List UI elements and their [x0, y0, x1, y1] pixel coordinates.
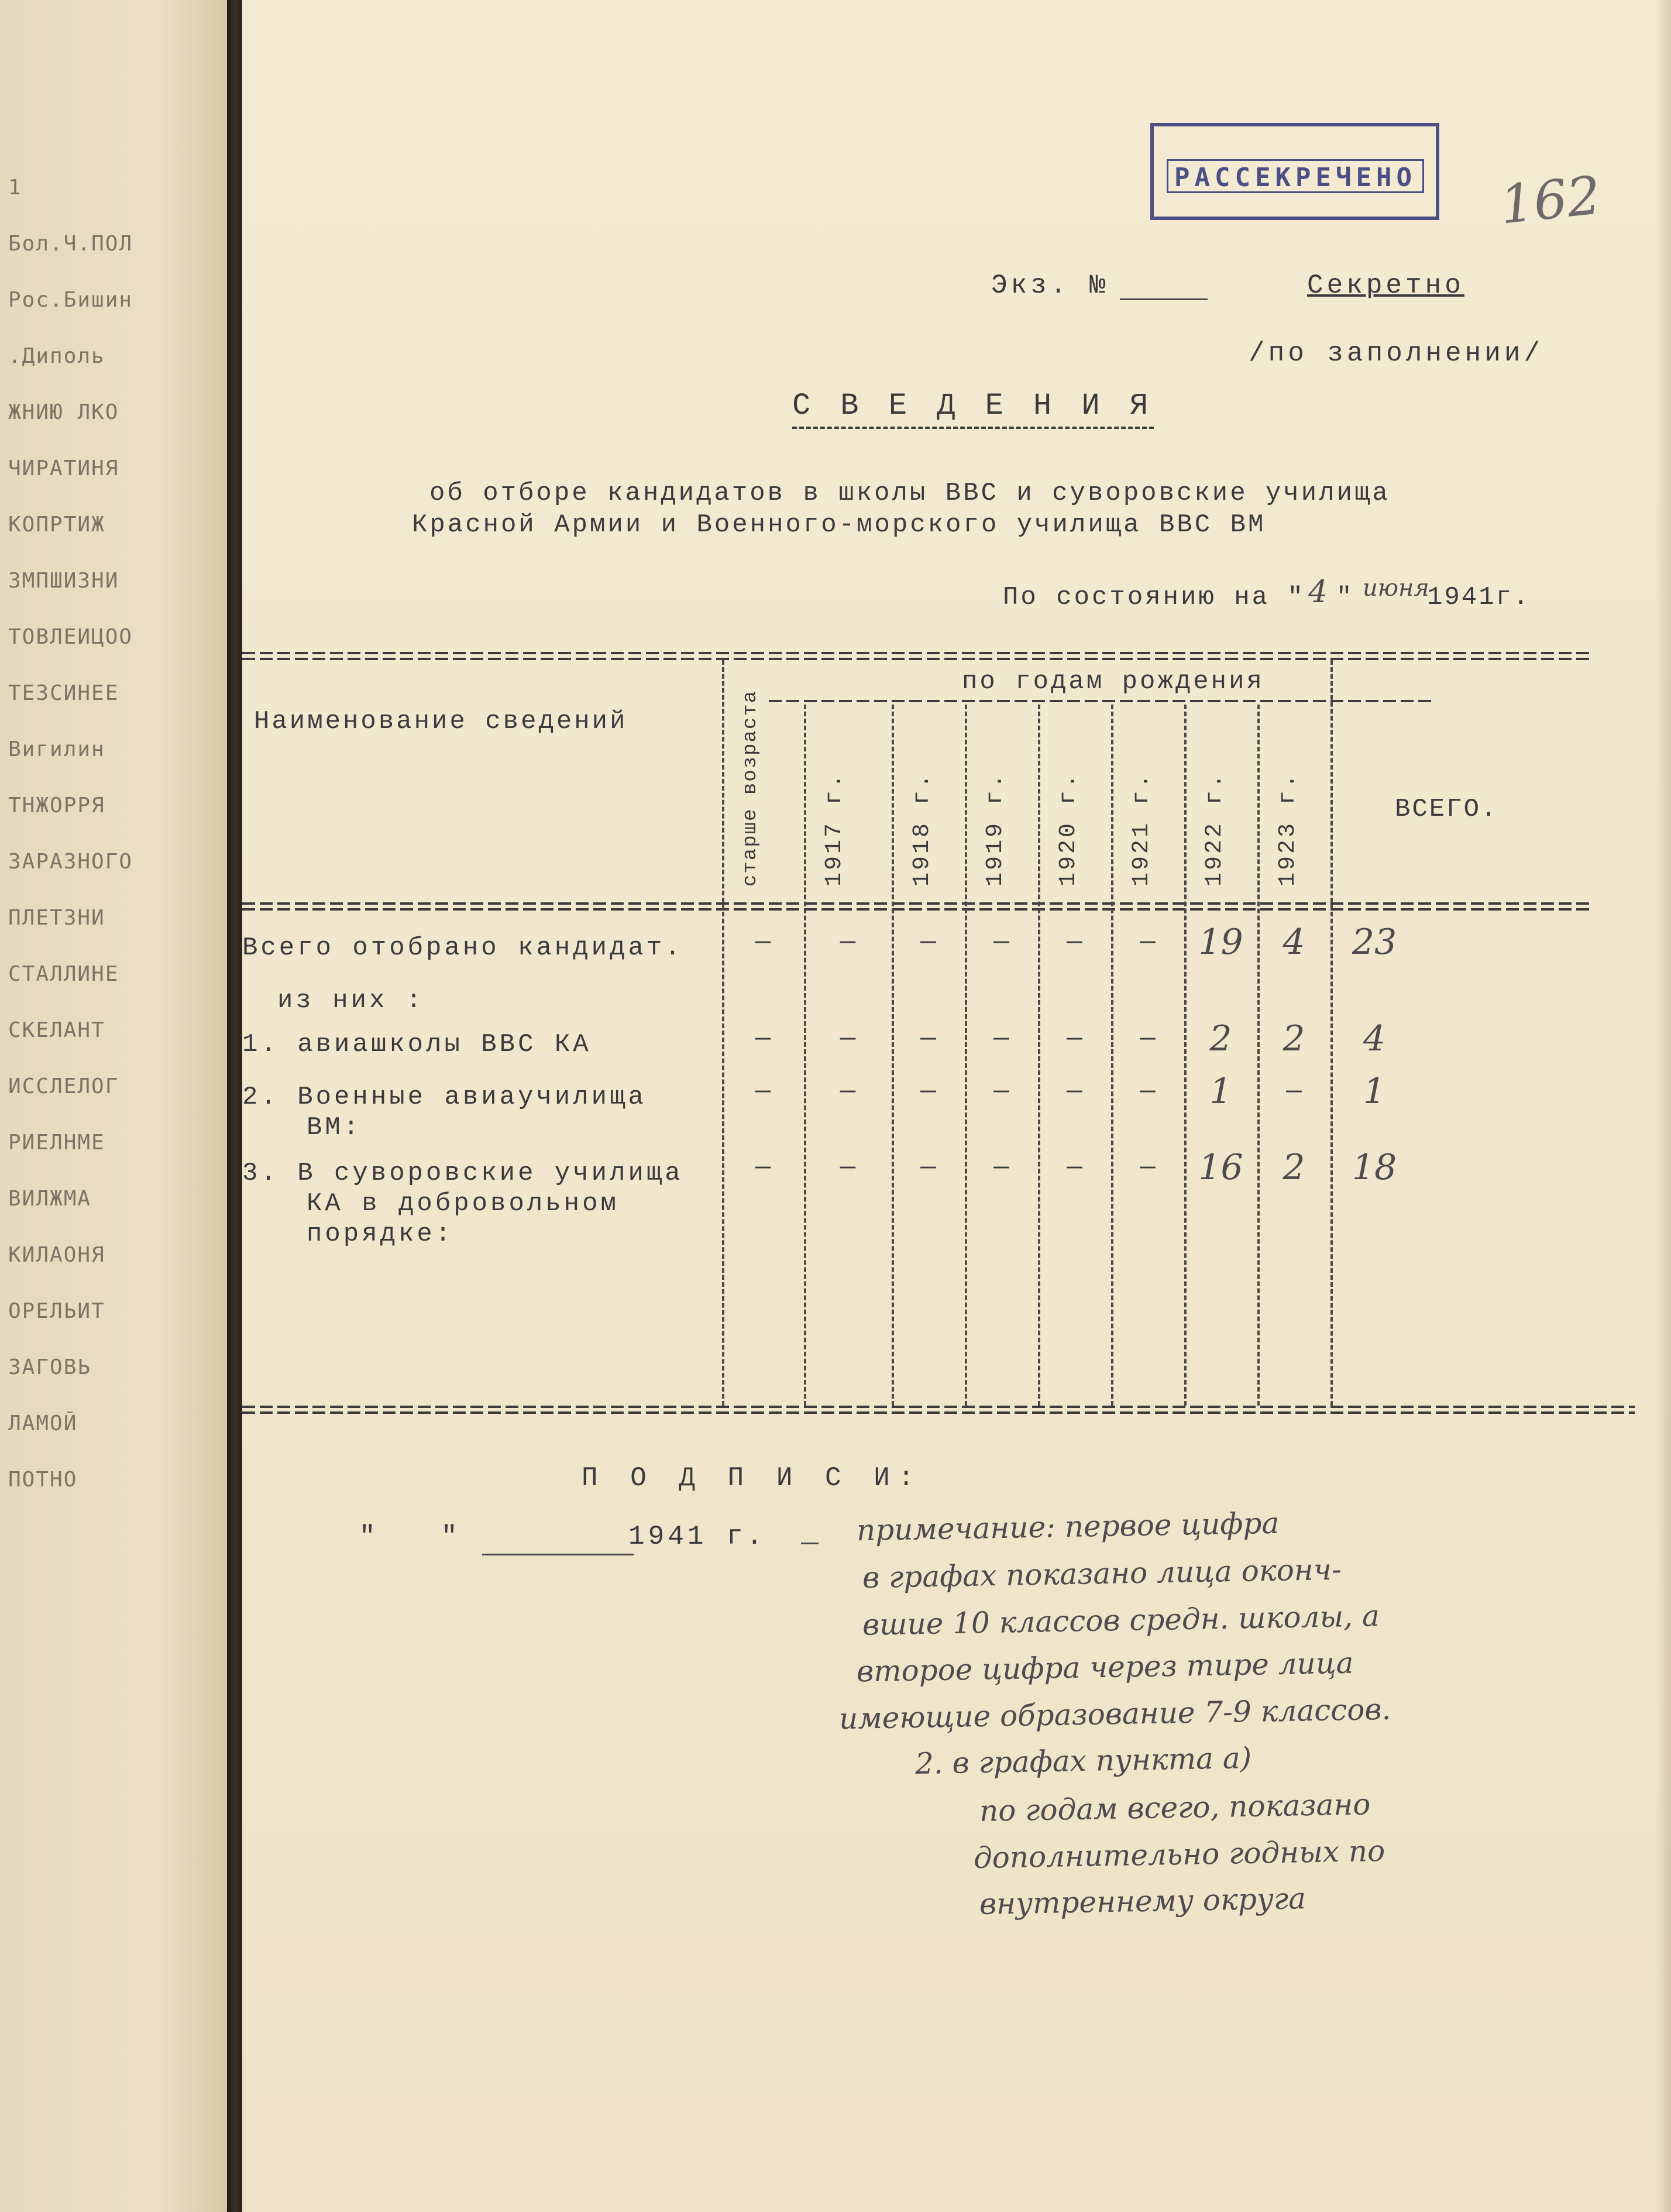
table-cell: 4: [1283, 922, 1305, 963]
handwritten-note-line: в графах показано лица оконч-: [862, 1552, 1342, 1595]
table-total-cell: 1: [1363, 1071, 1386, 1112]
document-page: [242, 0, 1671, 2212]
table-cell: —: [1286, 1077, 1302, 1106]
table-header-rule: [242, 902, 1594, 905]
left-page: [0, 0, 227, 2212]
handwritten-note-line: дополнительно годных по: [973, 1833, 1385, 1876]
table-cell: —: [755, 1077, 771, 1106]
copy-number: Экз. №: [991, 270, 1109, 301]
table-cell: —: [993, 1024, 1009, 1053]
left-page-line: ЗАРАЗНОГО: [8, 850, 133, 874]
table-cell: 2: [1283, 1018, 1305, 1059]
left-page-line: ПЛЕТЗНИ: [8, 906, 105, 930]
table-column-divider: [892, 705, 894, 1406]
left-page-line: Бол.Ч.ПОЛ: [8, 232, 133, 256]
year-column-header: 1920 г.: [1055, 771, 1082, 887]
table-cell: —: [920, 1153, 936, 1182]
table-cell: 19: [1198, 922, 1243, 963]
table-row-label: из них :: [277, 986, 425, 1015]
left-page-line: Вигилин: [8, 737, 105, 761]
table-top-rule: [242, 652, 1594, 654]
handwritten-note-line: по годам всего, показано: [979, 1787, 1371, 1828]
group-header-rule: [769, 700, 1436, 702]
folio-number: 162: [1497, 164, 1604, 236]
table-cell: 1: [1209, 1071, 1232, 1112]
column-header-total: ВСЕГО.: [1395, 795, 1498, 824]
subtitle-line-2: Красной Армии и Военного-морского училища ВВС ВМ: [412, 510, 1266, 540]
left-page-line: ИССЛЕЛОГ: [8, 1074, 119, 1098]
table-cell: 2: [1283, 1147, 1305, 1188]
signature-date-open-quote: ": [359, 1521, 379, 1552]
signature-dash: [801, 1543, 819, 1544]
signature-date-blank: [482, 1554, 634, 1555]
table-cell: 16: [1198, 1147, 1243, 1188]
copy-number-blank: [1120, 298, 1208, 300]
table-row-label: 1. авиашколы ВВС КА: [242, 1030, 592, 1059]
table-column-divider: [1257, 705, 1260, 1406]
left-page-line: ЖНИЮ ЛКО: [8, 400, 119, 424]
table-row-label: 2. Военные авиаучилища: [242, 1083, 647, 1112]
left-page-line: 1: [8, 176, 22, 200]
left-page-line: ЗМПШИЗНИ: [8, 569, 119, 593]
table-cell: —: [840, 1024, 856, 1053]
left-page-line: РИЕЛНМЕ: [8, 1131, 105, 1155]
table-cell: —: [1140, 1024, 1156, 1053]
left-page-line: ТОВЛЕИЦОО: [8, 625, 133, 649]
table-cell: —: [840, 928, 856, 957]
left-page-line: ЧИРАТИНЯ: [8, 456, 119, 480]
table-cell: —: [755, 928, 771, 957]
table-column-divider: [804, 705, 806, 1406]
as-of-prefix: По состоянию на ": [1003, 583, 1305, 612]
table-cell: —: [1140, 1153, 1156, 1182]
left-page-line: КОПРТИЖ: [8, 513, 105, 537]
year-column-header: 1921 г.: [1129, 771, 1155, 887]
table-cell: —: [840, 1153, 856, 1182]
year-column-header: 1919 г.: [982, 771, 1009, 887]
subtitle-line-1: об отборе кандидатов в школы ВВС и суворовские училища: [429, 479, 1390, 508]
table-cell: —: [993, 1153, 1009, 1182]
table-column-divider: [1111, 705, 1113, 1406]
table-cell: —: [1067, 1153, 1082, 1182]
left-page-line: КИЛАОНЯ: [8, 1243, 105, 1267]
as-of-month: июня: [1363, 575, 1429, 602]
table-cell: —: [993, 1077, 1009, 1106]
table-row-label-cont: ВМ:: [307, 1113, 362, 1142]
table-cell: —: [920, 1077, 936, 1106]
table-cell: —: [840, 1077, 856, 1106]
stamp-text: РАССЕКРЕЧЕНО: [1167, 159, 1424, 193]
as-of-day: 4: [1308, 575, 1328, 610]
left-page-line: ОРЕЛЬИТ: [8, 1299, 105, 1323]
left-page-line: СКЕЛАНТ: [8, 1018, 105, 1042]
handwritten-note-line: имеющие образование 7-9 классов.: [838, 1692, 1391, 1736]
table-row-label: Всего отобрано кандидат.: [242, 933, 683, 963]
table-cell: —: [1067, 1024, 1082, 1053]
as-of-quote: ": [1336, 583, 1356, 612]
table-column-divider: [1184, 705, 1187, 1406]
table-cell: 2: [1209, 1018, 1232, 1059]
table-cell: —: [1067, 1077, 1082, 1106]
table-cell: —: [755, 1153, 771, 1182]
left-page-line: ТНЖОРРЯ: [8, 794, 105, 818]
year-column-header: 1922 г.: [1202, 771, 1228, 887]
table-total-cell: 4: [1363, 1018, 1386, 1059]
table-row-label-cont: порядке:: [307, 1220, 454, 1249]
handwritten-note-line: вшие 10 классов средн. школы, а: [862, 1599, 1380, 1642]
table-cell: —: [920, 1024, 936, 1053]
table-column-divider: [965, 705, 967, 1406]
left-page-line: ЗАГОВЬ: [8, 1355, 92, 1379]
classification-mark: Секретно: [1307, 270, 1464, 301]
year-column-header: 1918 г.: [909, 771, 936, 887]
left-page-line: ТЕЗСИНЕЕ: [8, 681, 119, 705]
column-header-name: Наименование сведений: [254, 707, 628, 736]
table-column-divider: [1038, 705, 1040, 1406]
document-title: С В Е Д Е Н И Я: [792, 389, 1154, 429]
table-cell: —: [755, 1024, 771, 1053]
table-row-label-cont: КА в добровольном: [307, 1189, 619, 1218]
left-page-line: Рос.Бишин: [8, 288, 133, 312]
fill-note: /по заполнении/: [1249, 338, 1544, 369]
table-total-cell: 18: [1352, 1147, 1397, 1188]
table-total-cell: 23: [1352, 922, 1397, 963]
year-column-header: 1923 г.: [1275, 771, 1301, 887]
as-of-year: 1941г.: [1427, 583, 1531, 612]
left-page-line: СТАЛЛИНЕ: [8, 962, 119, 986]
table-cell: —: [1140, 1077, 1156, 1106]
year-column-header: старше возраста: [740, 689, 762, 887]
signatures-heading: П О Д П И С И:: [582, 1463, 923, 1493]
handwritten-note-line: внутреннему округа: [979, 1881, 1306, 1921]
handwritten-note-line: второе цифра через тире лица: [856, 1646, 1354, 1689]
table-row-label: 3. В суворовские училища: [242, 1159, 683, 1188]
left-page-line: ВИЛЖМА: [8, 1187, 92, 1211]
handwritten-note-line: 2. в графах пункта а): [914, 1740, 1252, 1781]
year-column-header: 1917 г.: [821, 771, 848, 887]
signature-date-close-quote: ": [441, 1521, 461, 1552]
table-cell: —: [1067, 928, 1082, 957]
table-bottom-rule: [242, 1406, 1635, 1408]
left-page-line: ПОТНО: [8, 1468, 78, 1492]
group-header-birth-years: по годам рождения: [962, 667, 1264, 696]
handwritten-note-line: примечание: первое цифра: [856, 1506, 1280, 1548]
table-column-divider: [1330, 660, 1333, 1406]
left-page-line: .Диполь: [8, 344, 105, 368]
left-page-line: ЛАМОЙ: [8, 1411, 78, 1435]
table-cell: —: [1140, 928, 1156, 957]
table-cell: —: [920, 928, 936, 957]
declassified-stamp: [1150, 123, 1439, 220]
table-cell: —: [993, 928, 1009, 957]
book-spine: [227, 0, 242, 2212]
signature-date-year: 1941 г.: [628, 1521, 766, 1552]
table-column-divider: [722, 660, 724, 1406]
